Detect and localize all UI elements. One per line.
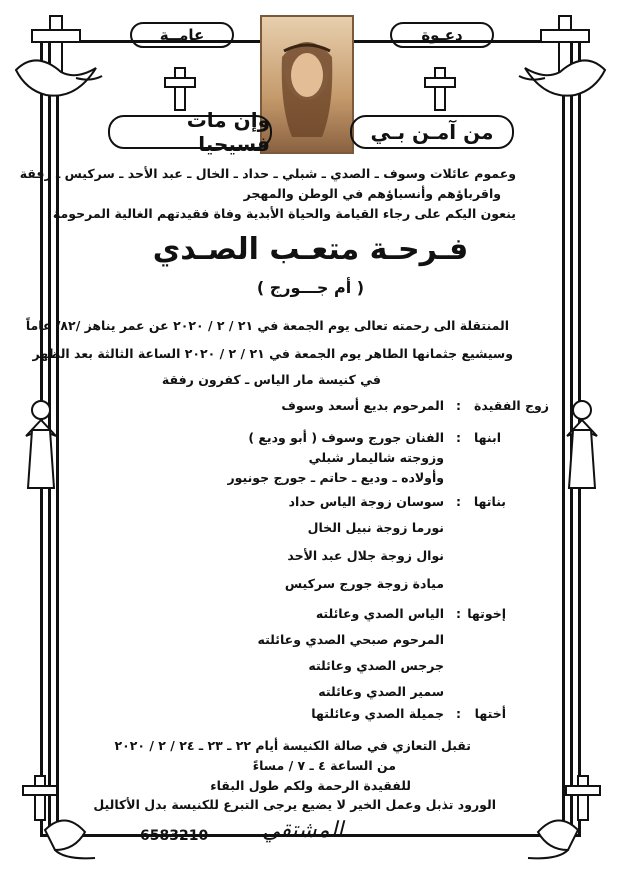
family-label-son: ابنها [473, 430, 501, 445]
intro-line-2: واقرباؤهم وأنسباؤهم في الوطن والمهجر [243, 186, 501, 201]
family-son-name: الفنان جورج وسوف ( أبو وديع ) [248, 430, 444, 445]
footer-line-4: الورود تذبل وعمل الخير لا يضيع يرجى التبرع للكنيسة بدل الأكاليل [93, 797, 496, 812]
family-label-sister: أختها [474, 706, 506, 721]
title-right-text: عامــة [159, 26, 205, 44]
family-brother-4: سمير الصدي وعائلته [318, 684, 444, 699]
family-son-children: وأولاده ـ وديع ـ حاتم ـ جورج جونيور [227, 470, 444, 485]
portrait-figure-icon [262, 17, 352, 152]
family-brother-1: الياس الصدي وعائلته [315, 606, 444, 621]
footer-line-1: تقبل التعازي في صالة الكنيسة أيام ٢٢ ـ ٢٣ ـ ٢٤ / ٢ / ٢٠٢٠ [114, 738, 471, 753]
details-line-3: في كنيسة مار الياس ـ كفرون رفقة [161, 372, 381, 387]
family-label-daughters: بناتها [473, 494, 506, 509]
footer-line-2: من الساعة ٤ ـ ٧ / مساءً [252, 758, 396, 773]
title-left-text: دعـوة [421, 26, 463, 44]
banner-left [350, 115, 514, 149]
deceased-name: فـرحـة متعـب الصـدي [152, 232, 469, 267]
title-left-box [390, 22, 494, 48]
jesus-figure-right-icon [559, 396, 605, 496]
family-sister-1: جميلة الصدي وعائلتها [311, 706, 444, 721]
footer-line-3: للفقيدة الرحمة ولكم طول البقاء [210, 778, 411, 793]
family-husband-name: المرحوم بديع أسعد وسوف [281, 398, 444, 413]
family-label-brothers: إخوتها [467, 606, 506, 621]
family-daughter-1: سوسان زوجة الياس حداد [288, 494, 444, 509]
family-son-wife: وزوجته شاليمار شبلي [308, 450, 444, 465]
family-brother-2: المرحوم صبحي الصدي وعائلته [257, 632, 444, 647]
cross-right-icon [420, 64, 460, 114]
family-daughter-2: نورما زوجة نبيل الخال [307, 520, 444, 535]
family-daughter-4: ميادة زوجة جورج سركيس [284, 576, 444, 591]
intro-line-3: ينعون اليكم على رجاء القيامة والحياة الأبدية وفاة فقيدتهم الغالية المرحومة [52, 206, 516, 221]
deceased-alias: ( أم جـــورج ) [256, 278, 365, 297]
dove-cross-right-icon [515, 10, 615, 110]
details-line-1: المنتقلة الى رحمته تعالى يوم الجمعة في ٢١ / ٢ / ٢٠٢٠ عن عمر يناهز /٨٢/ عاماً [25, 318, 509, 333]
lily-cross-right-icon [508, 770, 608, 870]
family-label-husband: زوج الفقيدة [474, 398, 549, 413]
jesus-figure-left-icon [18, 396, 64, 496]
cross-left-icon [160, 64, 200, 114]
title-right-box [130, 22, 234, 48]
lily-cross-left-icon [15, 770, 115, 870]
footer-brand: المشتقي [262, 818, 344, 843]
banner-right [108, 108, 272, 156]
family-daughter-3: نوال زوجة جلال عبد الأحد [287, 548, 444, 563]
dove-cross-left-icon [6, 10, 106, 110]
banner-left-text: من آمـن بـي [370, 120, 494, 144]
details-line-2: وسيشيع جثمانها الطاهر يوم الجمعة في ٢١ / ٢ / ٢٠٢٠ الساعة الثالثة بعد الظهر [32, 346, 513, 361]
family-brother-3: جرجس الصدي وعائلته [308, 658, 444, 673]
intro-line-1: وعموم عائلات وسوف ـ الصدي ـ شبلي ـ حداد ـ الخال ـ عبد الأحد ـ سركيس ـ رفقة [19, 166, 516, 181]
banner-right-text: وإن مات فسيحيا [186, 108, 270, 156]
footer-phone: 6583210 [140, 828, 209, 844]
portrait-image [260, 15, 354, 154]
